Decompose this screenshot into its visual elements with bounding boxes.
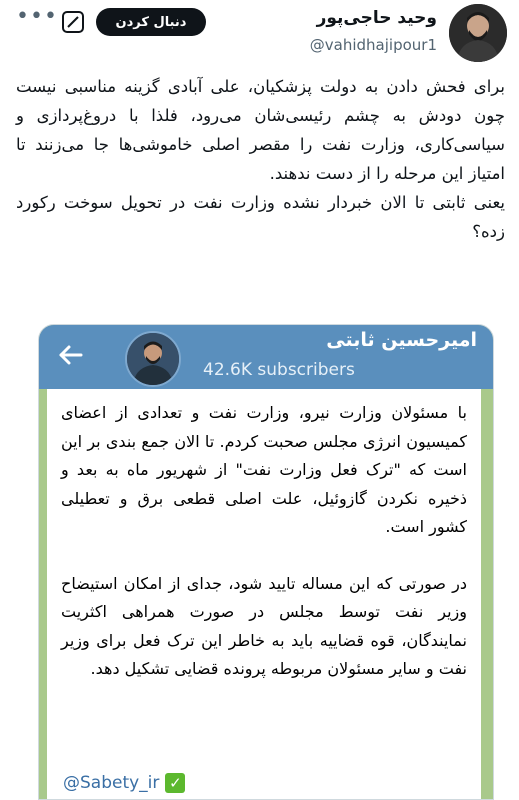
telegram-header xyxy=(39,325,493,389)
message-paragraph: با مسئولان وزارت نیرو، وزارت نفت و تعدادی از اعضای کمیسیون انرژی مجلس صحبت کردم. تا الان جمع بندی بر این است که "ترک فعل وزارت نفت" از شهریور ماه به بعد و ذخیره نکردن گازوئیل، علت اصلی قطعی برق و تعطیلی کشور است. xyxy=(61,403,467,536)
message-bubble xyxy=(47,389,481,799)
author-handle[interactable]: @vahidhajipour1 xyxy=(309,36,437,54)
channel-handle-link[interactable]: @Sabety_ir xyxy=(63,773,160,793)
subscriber-count: 42.6K subscribers xyxy=(203,360,355,380)
grok-icon[interactable] xyxy=(62,11,84,33)
message-text xyxy=(61,399,467,684)
check-mark-icon: ✓ xyxy=(165,773,185,793)
tweet-paragraph: یعنی ثابتی تا الان خبردار نشده وزارت نفت در تحویل سوخت رکورد زده؟ xyxy=(16,193,505,241)
author-avatar[interactable] xyxy=(449,4,507,62)
message-paragraph: در صورتی که این مساله تایید شود، جدای از امکان استیضاح وزیر نفت توسط مجلس در صورت همراهی اکثریت نمایندگان، قوه قضاییه باید به خاطر این ترک فعل برای وزیر نفت و سایر مسئولان مربوطه پرونده قضایی تشکیل دهد. xyxy=(61,573,467,678)
more-icon[interactable]: ••• xyxy=(16,4,58,29)
channel-name: امیرحسین ثابتی xyxy=(326,329,477,351)
tweet-paragraph: برای فحش دادن به دولت پزشکیان، علی آبادی گزینه مناسبی نیست چون دودش به چشم رئیسی‌شان می‌رود، فلذا با دروغ‌پردازی و سیاسی‌کاری، وزارت نفت را مقصر اصلی خاموشی‌ها جا می‌زنند تا امتیاز این مرحله را از دست ندهند. xyxy=(16,77,505,183)
tweet-text xyxy=(16,72,505,246)
author-name[interactable]: وحید حاجی‌پور xyxy=(316,8,437,28)
message-footer xyxy=(63,773,185,793)
back-arrow-icon[interactable] xyxy=(51,335,91,375)
channel-avatar[interactable] xyxy=(125,331,181,387)
embedded-screenshot[interactable] xyxy=(38,324,494,800)
follow-button[interactable]: دنبال کردن xyxy=(96,8,206,36)
